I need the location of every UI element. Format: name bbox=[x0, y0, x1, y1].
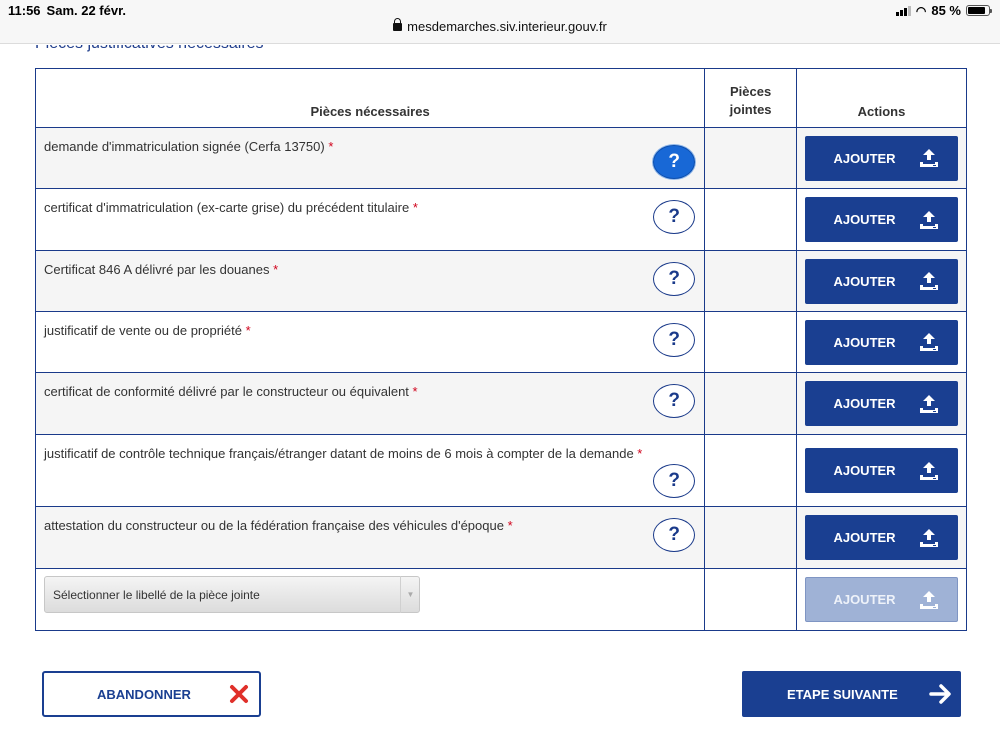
add-document-button[interactable] bbox=[805, 136, 958, 181]
help-button[interactable] bbox=[653, 384, 695, 418]
attached-cell bbox=[705, 251, 797, 312]
signal-icon bbox=[896, 6, 911, 16]
lock-icon bbox=[393, 23, 402, 31]
close-icon bbox=[229, 684, 249, 704]
upload-icon bbox=[918, 147, 940, 169]
document-cell bbox=[36, 435, 705, 507]
next-step-label: ETAPE SUIVANTE bbox=[787, 686, 898, 702]
status-clock: 11:56 bbox=[8, 3, 41, 18]
document-label: justificatif de vente ou de propriété bbox=[44, 323, 243, 338]
help-icon: ? bbox=[668, 151, 680, 172]
help-icon: ? bbox=[668, 390, 680, 411]
add-label: AJOUTER bbox=[833, 592, 896, 607]
table-body bbox=[36, 128, 967, 631]
document-type-select[interactable] bbox=[44, 576, 420, 613]
required-marker: * bbox=[328, 139, 334, 154]
attached-cell bbox=[705, 435, 797, 507]
custom-document-row bbox=[36, 569, 967, 631]
required-marker: * bbox=[637, 446, 643, 461]
attached-cell bbox=[705, 189, 797, 251]
add-label: AJOUTER bbox=[833, 150, 896, 166]
help-button[interactable] bbox=[653, 323, 695, 357]
address-bar[interactable] bbox=[0, 19, 1000, 34]
chevron-down-icon: ▼ bbox=[400, 576, 420, 613]
help-icon: ? bbox=[668, 329, 680, 350]
header-attached bbox=[705, 69, 797, 128]
table-row bbox=[36, 128, 967, 189]
upload-icon bbox=[918, 527, 940, 549]
table-row bbox=[36, 189, 967, 251]
document-cell bbox=[36, 507, 705, 569]
wifi-icon: ◠ bbox=[915, 3, 927, 18]
add-label: AJOUTER bbox=[833, 273, 896, 289]
document-label: demande d'immatriculation signée (Cerfa 13750) bbox=[44, 139, 325, 154]
action-cell bbox=[797, 507, 967, 569]
header-documents: Pièces nécessaires bbox=[36, 69, 705, 128]
arrow-right-icon bbox=[929, 682, 953, 706]
help-button[interactable] bbox=[653, 262, 695, 296]
add-label: AJOUTER bbox=[833, 396, 896, 411]
document-label: attestation du constructeur ou de la fédération française des véhicules d'époque bbox=[44, 518, 504, 533]
document-cell bbox=[36, 128, 705, 189]
action-cell bbox=[797, 251, 967, 312]
action-cell bbox=[797, 312, 967, 373]
add-label: AJOUTER bbox=[833, 334, 896, 350]
table-header-row bbox=[36, 69, 967, 128]
document-cell bbox=[36, 373, 705, 435]
add-document-button[interactable] bbox=[805, 197, 958, 242]
upload-icon bbox=[918, 270, 940, 292]
add-document-button[interactable] bbox=[805, 448, 958, 493]
add-document-button[interactable] bbox=[805, 259, 958, 304]
status-time bbox=[8, 3, 126, 18]
table-row bbox=[36, 507, 967, 569]
action-cell bbox=[797, 373, 967, 435]
add-label: AJOUTER bbox=[833, 212, 896, 227]
table-row bbox=[36, 435, 967, 507]
attached-cell bbox=[705, 373, 797, 435]
add-document-button[interactable] bbox=[805, 381, 958, 426]
document-label: justificatif de contrôle technique français/étranger datant de moins de 6 mois à compter de la demande bbox=[44, 446, 634, 461]
help-icon: ? bbox=[668, 470, 680, 491]
next-step-button[interactable] bbox=[742, 671, 961, 717]
status-bar bbox=[0, 0, 1000, 44]
attached-cell bbox=[705, 312, 797, 373]
attached-cell bbox=[705, 507, 797, 569]
help-button[interactable] bbox=[653, 518, 695, 552]
status-indicators bbox=[896, 3, 990, 18]
table-row bbox=[36, 251, 967, 312]
upload-icon bbox=[918, 393, 940, 415]
add-label: AJOUTER bbox=[833, 463, 896, 478]
add-document-button[interactable] bbox=[805, 320, 958, 365]
document-label: certificat de conformité délivré par le constructeur ou équivalent bbox=[44, 384, 409, 399]
help-icon: ? bbox=[668, 206, 680, 227]
action-cell bbox=[797, 435, 967, 507]
abandon-label: ABANDONNER bbox=[97, 686, 191, 702]
document-cell bbox=[36, 251, 705, 312]
upload-icon bbox=[918, 331, 940, 353]
document-cell bbox=[36, 312, 705, 373]
document-type-select-value: Sélectionner le libellé de la pièce jointe bbox=[44, 576, 420, 613]
documents-table bbox=[35, 68, 967, 631]
battery-fill bbox=[968, 7, 985, 14]
help-icon: ? bbox=[668, 268, 680, 289]
add-custom-document-button[interactable] bbox=[805, 577, 958, 622]
document-label: certificat d'immatriculation (ex-carte grise) du précédent titulaire bbox=[44, 200, 410, 215]
attached-cell bbox=[705, 569, 797, 631]
table-row bbox=[36, 312, 967, 373]
address-url: mesdemarches.siv.interieur.gouv.fr bbox=[407, 19, 607, 34]
document-cell bbox=[36, 189, 705, 251]
upload-icon bbox=[918, 589, 940, 611]
required-marker: * bbox=[412, 384, 418, 399]
help-button[interactable] bbox=[653, 145, 695, 179]
battery-icon bbox=[966, 5, 990, 16]
header-actions: Actions bbox=[797, 69, 967, 128]
add-document-button[interactable] bbox=[805, 515, 958, 560]
header-attached-label: Pièces jointes bbox=[729, 84, 772, 117]
help-icon: ? bbox=[668, 524, 680, 545]
upload-icon bbox=[918, 460, 940, 482]
battery-percent: 85 % bbox=[931, 3, 961, 18]
action-cell bbox=[797, 128, 967, 189]
attached-cell bbox=[705, 128, 797, 189]
document-label: Certificat 846 A délivré par les douanes bbox=[44, 262, 270, 277]
action-cell bbox=[797, 569, 967, 631]
add-label: AJOUTER bbox=[833, 530, 896, 545]
required-marker: * bbox=[273, 262, 279, 277]
abandon-button[interactable] bbox=[42, 671, 261, 717]
action-cell bbox=[797, 189, 967, 251]
required-marker: * bbox=[245, 323, 251, 338]
required-marker: * bbox=[412, 200, 418, 215]
help-button[interactable] bbox=[653, 464, 695, 498]
status-date: Sam. 22 févr. bbox=[46, 3, 127, 18]
upload-icon bbox=[918, 209, 940, 231]
document-cell bbox=[36, 569, 705, 631]
table-row bbox=[36, 373, 967, 435]
help-button[interactable] bbox=[653, 200, 695, 234]
required-marker: * bbox=[507, 518, 513, 533]
